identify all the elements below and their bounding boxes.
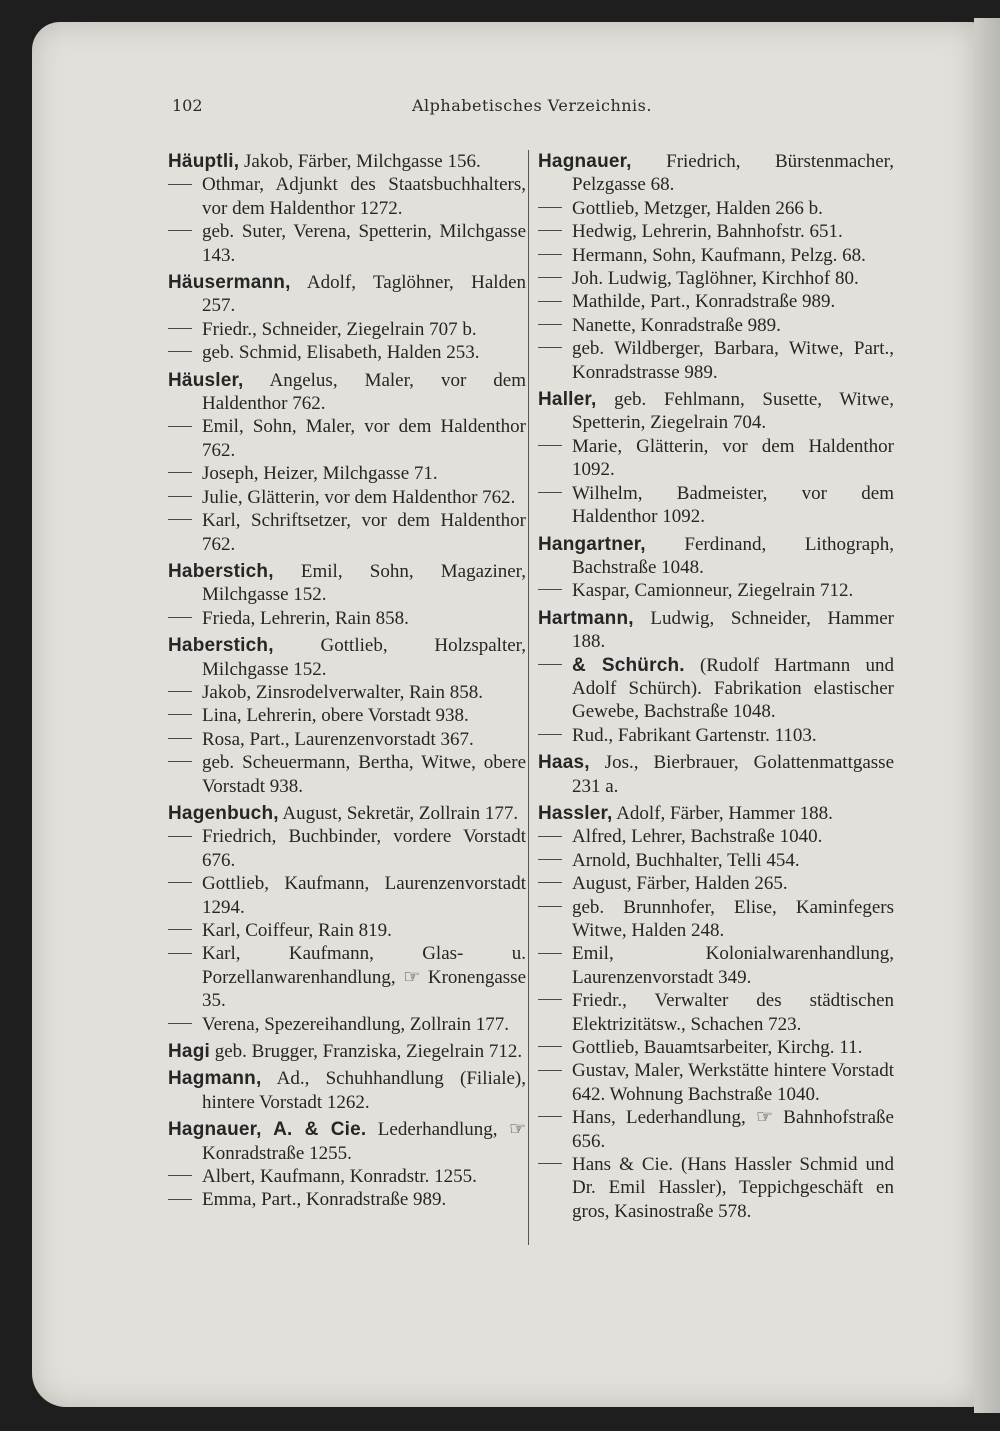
ditto-dash bbox=[538, 1046, 562, 1047]
entry-surname: Häusler, bbox=[168, 369, 244, 391]
directory-subentry bbox=[538, 989, 894, 1036]
entry-details: Nanette, Konradstraße 989. bbox=[572, 314, 781, 336]
right-column bbox=[538, 150, 894, 1223]
entry-details: Wilhelm, Badmeister, vor dem Haldenthor 1092. bbox=[572, 482, 894, 528]
entry-details: Adolf, Taglöhner, Halden 257. bbox=[202, 272, 526, 317]
directory-entry bbox=[538, 607, 894, 654]
entry-details: Arnold, Buchhalter, Telli 454. bbox=[572, 849, 800, 871]
directory-subentry bbox=[538, 220, 894, 243]
directory-entry bbox=[538, 802, 894, 825]
entry-details: Jakob, Zinsrodelverwalter, Rain 858. bbox=[202, 681, 484, 703]
entry-details: Gottlieb, Metzger, Halden 266 b. bbox=[572, 197, 823, 219]
directory-subentry bbox=[538, 942, 894, 989]
entry-details: Lina, Lehrerin, obere Vorstadt 938. bbox=[202, 705, 469, 727]
directory-subentry bbox=[538, 849, 894, 872]
directory-subentry bbox=[538, 872, 894, 895]
directory-subentry bbox=[168, 1013, 526, 1036]
ditto-dash bbox=[538, 664, 562, 665]
entry-details: geb. Brunnhofer, Elise, Kaminfegers Witwe, Halden 248. bbox=[572, 896, 894, 941]
entry-details: Friedrich, Bürstenmacher, Pelzgasse 68. bbox=[572, 151, 894, 196]
ditto-dash bbox=[168, 519, 192, 520]
entry-details: Emil, Sohn, Maler, vor dem Haldenthor 762. bbox=[202, 416, 526, 461]
ditto-dash bbox=[168, 351, 192, 352]
directory-subentry bbox=[538, 654, 894, 724]
entry-details: Gustav, Maler, Werkstätte hintere Vorstadt 642. Wohnung Bachstraße 1040. bbox=[572, 1060, 894, 1105]
entry-details: Othmar, Adjunkt des Staatsbuchhalters, vor dem Haldenthor 1272. bbox=[202, 174, 526, 219]
entry-surname: Hagnauer, A. & Cie. bbox=[168, 1119, 367, 1141]
directory-subentry bbox=[168, 1165, 526, 1188]
entry-details: Angelus, Maler, vor dem Haldenthor 762. bbox=[202, 369, 526, 415]
ditto-dash bbox=[538, 230, 562, 231]
directory-subentry bbox=[168, 415, 526, 462]
directory-subentry bbox=[168, 681, 526, 704]
entry-details: Emil, Sohn, Magaziner, Milchgasse 152. bbox=[202, 560, 526, 606]
entry-details: Marie, Glätterin, vor dem Haldenthor 1092. bbox=[572, 435, 894, 481]
entry-details: geb. Suter, Verena, Spetterin, Milchgasse 143. bbox=[202, 221, 526, 266]
entry-surname: Hassler, bbox=[538, 802, 613, 824]
ditto-dash bbox=[168, 328, 192, 329]
directory-subentry bbox=[168, 704, 526, 727]
ditto-dash bbox=[168, 953, 192, 954]
entry-details: Adolf, Färber, Hammer 188. bbox=[612, 802, 833, 824]
entry-surname: Hagnauer, bbox=[538, 151, 632, 172]
ditto-dash bbox=[538, 1070, 562, 1071]
entry-details: Jos., Bierbrauer, Golattenmattgasse 231 a. bbox=[572, 752, 894, 797]
ditto-dash bbox=[538, 277, 562, 278]
directory-subentry bbox=[168, 942, 526, 1012]
ditto-dash bbox=[538, 492, 562, 493]
ditto-dash bbox=[538, 734, 562, 735]
entry-details: Joseph, Heizer, Milchgasse 71. bbox=[202, 463, 438, 485]
directory-subentry bbox=[168, 872, 526, 919]
entry-surname: Haas, bbox=[538, 752, 590, 774]
column-divider bbox=[528, 150, 529, 1245]
entry-details: Kaspar, Camionneur, Ziegelrain 712. bbox=[572, 580, 854, 602]
ditto-dash bbox=[538, 999, 562, 1000]
entry-details: August, Färber, Halden 265. bbox=[572, 873, 788, 895]
directory-subentry bbox=[168, 173, 526, 220]
ditto-dash bbox=[168, 230, 192, 231]
entry-details: Julie, Glätterin, vor dem Haldenthor 762. bbox=[202, 486, 516, 508]
entry-details: (Rudolf Hartmann und Adolf Schürch). Fabrikation elastischer Gewebe, Bachstraße 1048. bbox=[572, 654, 894, 723]
ditto-dash bbox=[538, 1163, 562, 1164]
ditto-dash bbox=[538, 1116, 562, 1117]
directory-subentry bbox=[168, 462, 526, 485]
ditto-dash bbox=[168, 738, 192, 739]
entry-surname: Hagi bbox=[168, 1041, 210, 1063]
directory-entry bbox=[168, 560, 526, 607]
ditto-dash bbox=[538, 347, 562, 348]
entry-details: Alfred, Lehrer, Bachstraße 1040. bbox=[572, 826, 823, 848]
entry-details: Mathilde, Part., Konradstraße 989. bbox=[572, 291, 836, 313]
ditto-dash bbox=[538, 906, 562, 907]
ditto-dash bbox=[168, 761, 192, 762]
entry-details: Friedr., Verwalter des städtischen Elektrizitätsw., Schachen 723. bbox=[572, 990, 894, 1035]
entry-details: geb. Brugger, Franziska, Ziegelrain 712. bbox=[209, 1041, 523, 1063]
directory-entry bbox=[168, 634, 526, 681]
entry-details: Gottlieb, Bauamtsarbeiter, Kirchg. 11. bbox=[572, 1037, 863, 1059]
directory-entry bbox=[168, 1067, 526, 1114]
ditto-dash bbox=[168, 617, 192, 618]
entry-details: Gottlieb, Kaufmann, Laurenzenvorstadt 1294. bbox=[202, 873, 526, 918]
directory-subentry bbox=[168, 607, 526, 630]
entry-details: Karl, Kaufmann, Glas- u. Porzellanwarenhandlung, ☞ Kronengasse 35. bbox=[202, 943, 526, 1012]
entry-surname: Hangartner, bbox=[538, 533, 646, 555]
entry-details: Rosa, Part., Laurenzenvorstadt 367. bbox=[202, 728, 474, 750]
entry-details: Ferdinand, Lithograph, Bachstraße 1048. bbox=[572, 533, 894, 578]
directory-subentry bbox=[538, 290, 894, 313]
directory-subentry bbox=[538, 435, 894, 482]
ditto-dash bbox=[168, 1023, 192, 1024]
entry-surname: Haberstich, bbox=[168, 560, 274, 582]
entry-details: Ludwig, Schneider, Hammer 188. bbox=[572, 607, 894, 653]
entry-details: Hermann, Sohn, Kaufmann, Pelzg. 68. bbox=[572, 244, 866, 266]
entry-details: Hedwig, Lehrerin, Bahnhofstr. 651. bbox=[572, 221, 843, 243]
directory-subentry bbox=[168, 341, 526, 364]
entry-details: Lederhandlung, ☞ Konradstraße 1255. bbox=[202, 1119, 526, 1164]
entry-details: Friedr., Schneider, Ziegelrain 707 b. bbox=[202, 318, 477, 340]
directory-subentry bbox=[538, 724, 894, 747]
entry-details: geb. Wildberger, Barbara, Witwe, Part., Konradstrasse 989. bbox=[572, 338, 894, 383]
ditto-dash bbox=[538, 882, 562, 883]
directory-entry bbox=[168, 1040, 526, 1063]
directory-entry bbox=[538, 150, 894, 197]
entry-surname: Häusermann, bbox=[168, 272, 291, 294]
entry-surname: Haberstich, bbox=[168, 635, 274, 657]
ditto-dash bbox=[168, 929, 192, 930]
left-column bbox=[168, 150, 526, 1212]
ditto-dash bbox=[168, 472, 192, 473]
directory-subentry bbox=[538, 896, 894, 943]
entry-details: Ad., Schuhhandlung (Filiale), hintere Vorstadt 1262. bbox=[202, 1068, 526, 1113]
entry-details: Karl, Coiffeur, Rain 819. bbox=[202, 920, 392, 941]
entry-details: Frieda, Lehrerin, Rain 858. bbox=[202, 607, 409, 629]
entry-details: geb. Fehlmann, Susette, Witwe, Spetterin, Ziegelrain 704. bbox=[572, 389, 894, 434]
ditto-dash bbox=[538, 301, 562, 302]
ditto-dash bbox=[168, 184, 192, 185]
ditto-dash bbox=[168, 714, 192, 715]
ditto-dash bbox=[538, 589, 562, 590]
entry-details: Rud., Fabrikant Gartenstr. 1103. bbox=[572, 724, 817, 746]
ditto-dash bbox=[538, 445, 562, 446]
directory-entry bbox=[538, 388, 894, 435]
entry-details: Albert, Kaufmann, Konradstr. 1255. bbox=[202, 1166, 477, 1188]
directory-subentry bbox=[538, 482, 894, 529]
ditto-dash bbox=[538, 953, 562, 954]
entry-details: Gottlieb, Holzspalter, Milchgasse 152. bbox=[202, 635, 526, 680]
entry-details: Hans, Lederhandlung, ☞ Bahnhofstraße 656. bbox=[572, 1107, 894, 1152]
directory-entry bbox=[168, 271, 526, 318]
ditto-dash bbox=[168, 426, 192, 427]
page-number: 102 bbox=[172, 96, 203, 115]
ditto-dash bbox=[168, 691, 192, 692]
directory-subentry bbox=[538, 1106, 894, 1153]
ditto-dash bbox=[538, 254, 562, 255]
ditto-dash bbox=[538, 324, 562, 325]
entry-details: Emma, Part., Konradstraße 989. bbox=[202, 1189, 447, 1211]
directory-subentry bbox=[538, 1059, 894, 1106]
directory-subentry bbox=[168, 919, 526, 942]
ditto-dash bbox=[538, 836, 562, 837]
directory-subentry bbox=[538, 244, 894, 267]
directory-entry bbox=[168, 369, 526, 416]
entry-surname: Hagenbuch, bbox=[168, 802, 279, 824]
ditto-dash bbox=[168, 882, 192, 883]
directory-subentry bbox=[168, 220, 526, 267]
directory-subentry bbox=[538, 1036, 894, 1059]
entry-details: Karl, Schriftsetzer, vor dem Haldenthor 762. bbox=[202, 510, 526, 555]
directory-subentry bbox=[168, 751, 526, 798]
entry-company-name: & Schürch. bbox=[572, 654, 685, 676]
ditto-dash bbox=[168, 1175, 192, 1176]
directory-subentry bbox=[168, 486, 526, 509]
directory-entry bbox=[538, 751, 894, 798]
directory-subentry bbox=[538, 337, 894, 384]
entry-surname: Hagmann, bbox=[168, 1068, 262, 1090]
entry-surname: Häuptli, bbox=[168, 151, 240, 172]
entry-details: geb. Schmid, Elisabeth, Halden 253. bbox=[202, 342, 480, 364]
directory-subentry bbox=[538, 314, 894, 337]
directory-subentry bbox=[538, 825, 894, 848]
directory-entry bbox=[168, 802, 526, 825]
directory-entry bbox=[538, 533, 894, 580]
entry-surname: Haller, bbox=[538, 389, 597, 411]
ditto-dash bbox=[168, 836, 192, 837]
ditto-dash bbox=[168, 496, 192, 497]
directory-subentry bbox=[168, 728, 526, 751]
directory-subentry bbox=[538, 267, 894, 290]
page-edge bbox=[974, 18, 1000, 1413]
entry-details: geb. Scheuermann, Bertha, Witwe, obere Vorstadt 938. bbox=[202, 752, 526, 797]
ditto-dash bbox=[538, 859, 562, 860]
entry-details: Jakob, Färber, Milchgasse 156. bbox=[239, 151, 481, 172]
entry-details: Hans & Cie. (Hans Hassler Schmid und Dr. Emil Hassler), Teppichgeschäft en gros, Kasinostraße 578. bbox=[572, 1154, 894, 1222]
directory-subentry bbox=[168, 1188, 526, 1211]
directory-entry bbox=[168, 1118, 526, 1165]
ditto-dash bbox=[538, 207, 562, 208]
page-header bbox=[172, 96, 662, 120]
directory-subentry bbox=[168, 318, 526, 341]
entry-details: Verena, Spezereihandlung, Zollrain 177. bbox=[202, 1013, 510, 1035]
page-title: Alphabetisches Verzeichnis. bbox=[412, 96, 652, 115]
directory-subentry bbox=[538, 197, 894, 220]
directory-subentry bbox=[168, 825, 526, 872]
entry-surname: Hartmann, bbox=[538, 607, 634, 629]
directory-entry bbox=[168, 150, 526, 173]
entry-details: Friedrich, Buchbinder, vordere Vorstadt 676. bbox=[202, 826, 526, 871]
directory-subentry bbox=[168, 509, 526, 556]
entry-details: Joh. Ludwig, Taglöhner, Kirchhof 80. bbox=[572, 268, 859, 290]
directory-subentry bbox=[538, 1153, 894, 1223]
entry-details: August, Sekretär, Zollrain 177. bbox=[278, 802, 519, 824]
ditto-dash bbox=[168, 1199, 192, 1200]
directory-subentry bbox=[538, 579, 894, 602]
entry-details: Emil, Kolonialwarenhandlung, Laurenzenvorstadt 349. bbox=[572, 943, 894, 988]
